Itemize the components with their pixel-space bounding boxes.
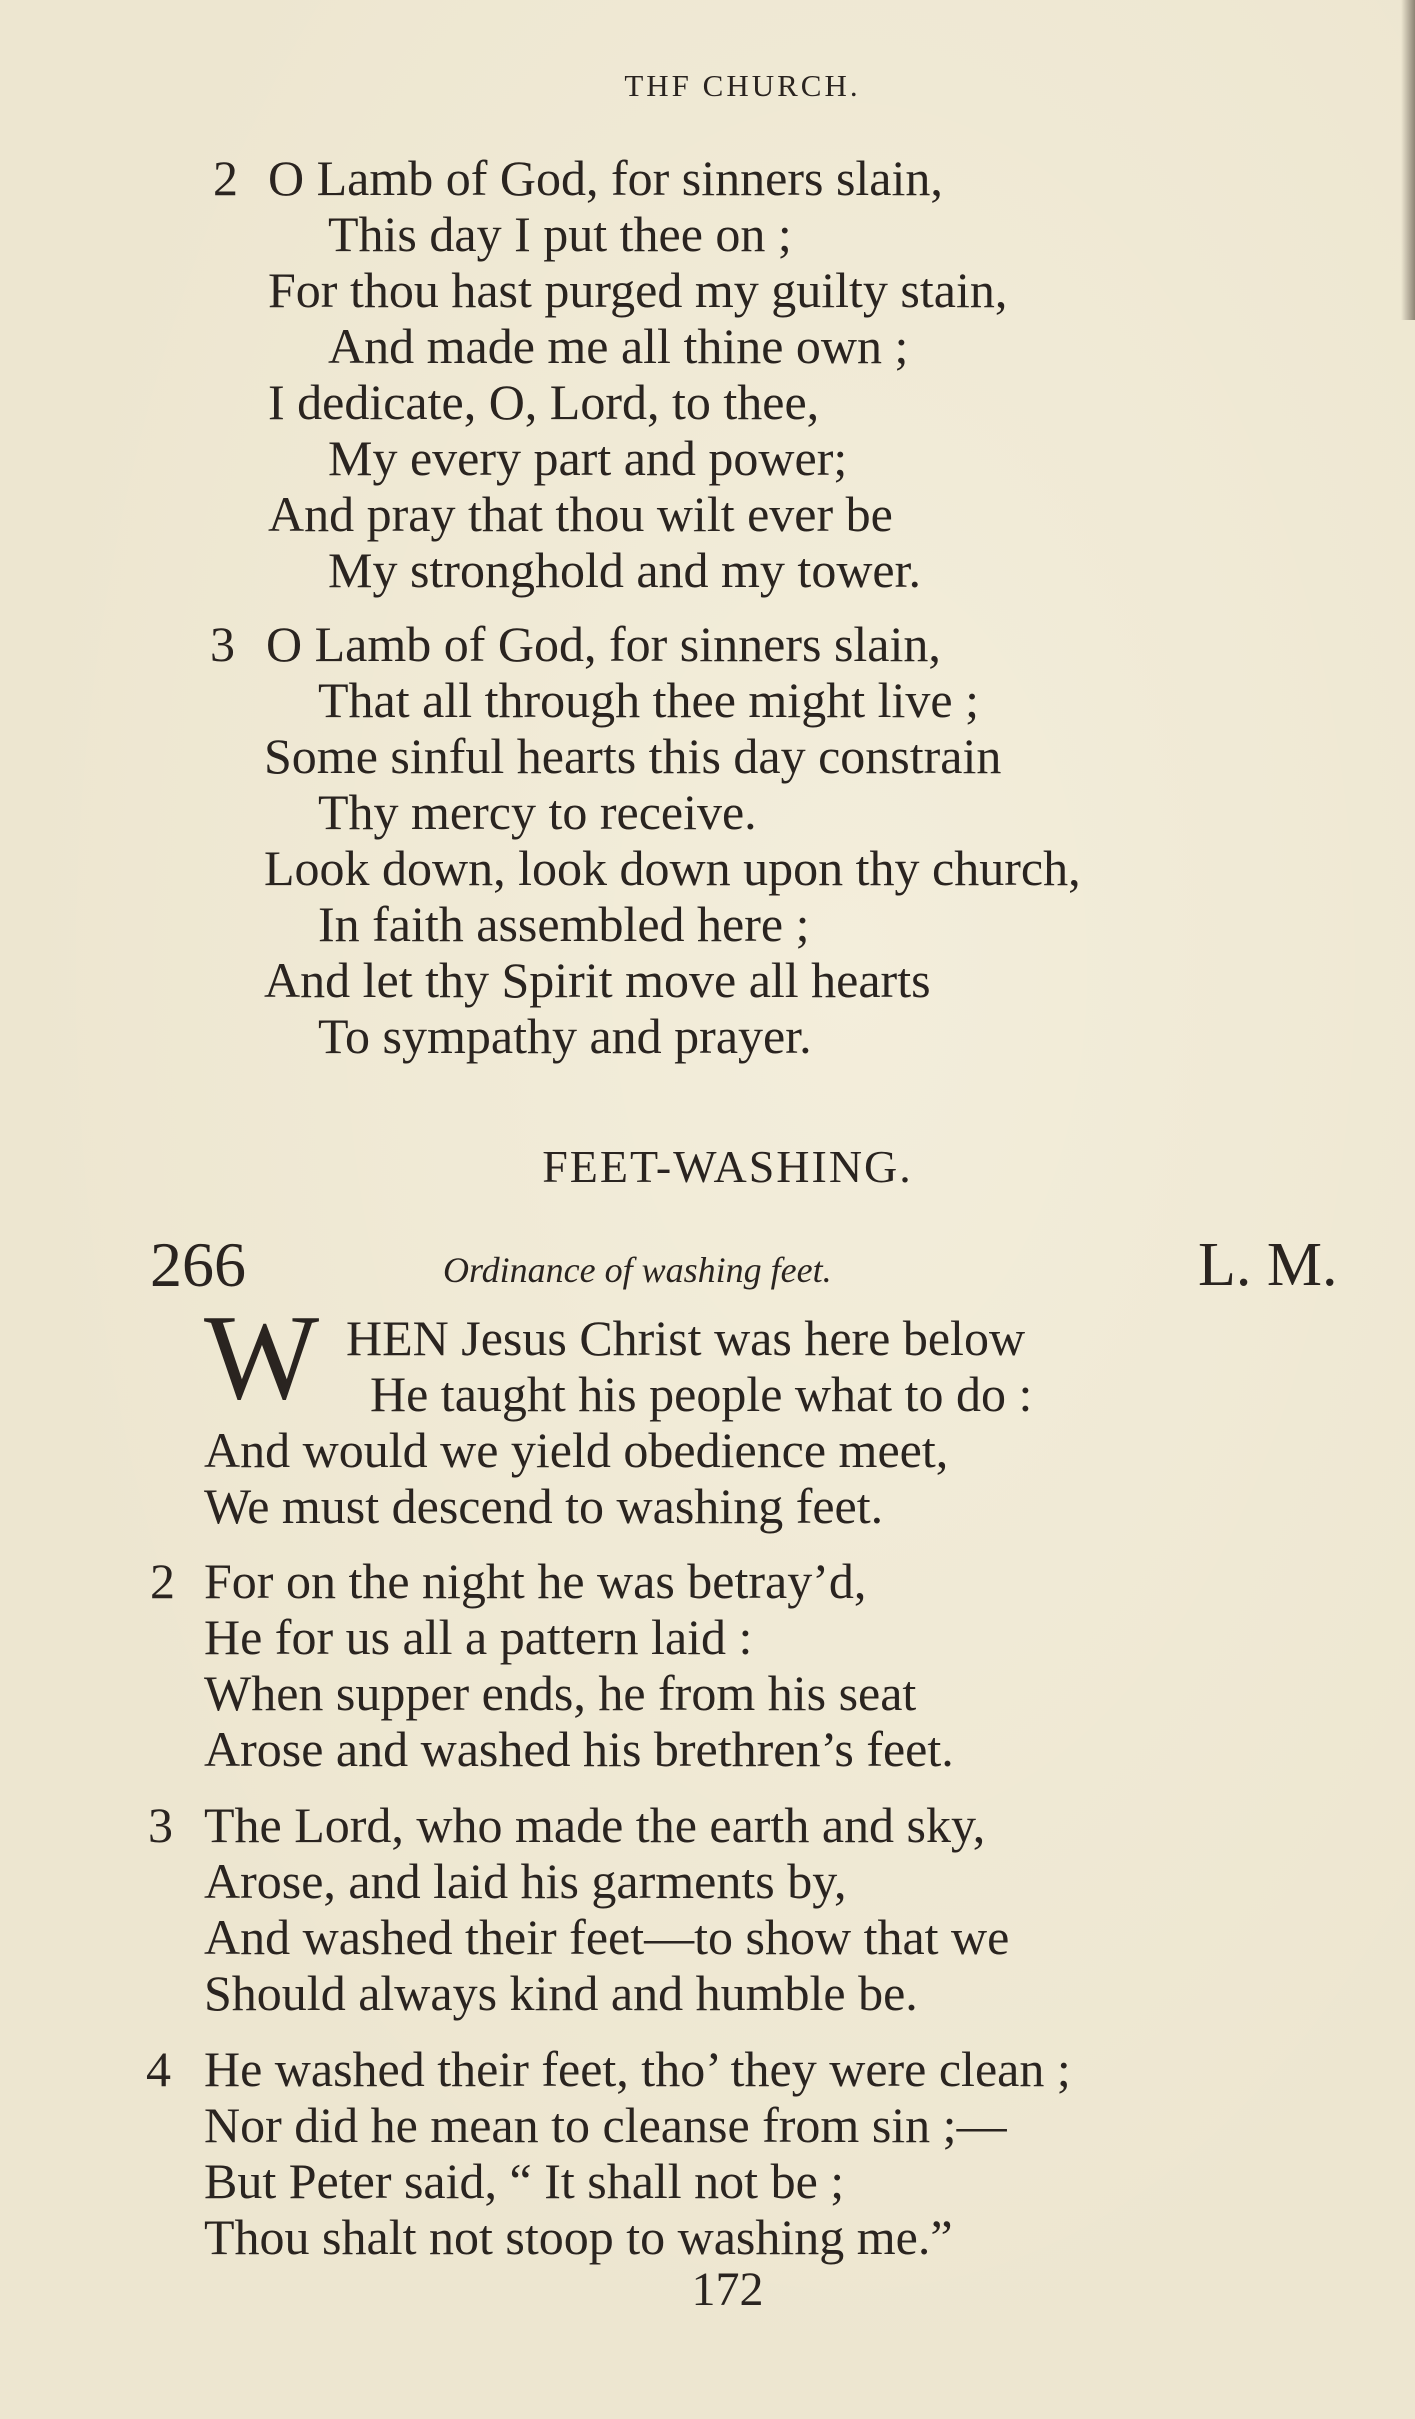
verse-line: O Lamb of God, for sinners slain, xyxy=(268,150,943,206)
hymn-subtitle: Ordinance of washing feet. xyxy=(443,1250,832,1290)
verse-line: Arose and washed his brethren’s feet. xyxy=(204,1721,954,1777)
verse-line: O Lamb of God, for sinners slain, xyxy=(266,616,941,672)
verse-line: For on the night he was betray’d, xyxy=(204,1553,867,1609)
stanza-number: 4 xyxy=(146,2041,171,2097)
verse-line: And pray that thou wilt ever be xyxy=(268,486,893,542)
hymn-number: 266 xyxy=(150,1229,246,1300)
running-head: THF CHURCH. xyxy=(624,68,861,103)
verse-line: My every part and power; xyxy=(328,430,848,486)
verse-line: Thy mercy to receive. xyxy=(318,784,757,840)
section-title: FEET-WASHING. xyxy=(542,1141,913,1192)
verse-line: He for us all a pattern laid : xyxy=(204,1609,753,1665)
verse-line: In faith assembled here ; xyxy=(318,896,810,952)
stanza-number: 2 xyxy=(150,1553,175,1609)
verse-line: Should always kind and humble be. xyxy=(204,1965,918,2021)
verse-line: And washed their feet—to show that we xyxy=(204,1909,1010,1965)
verse-line: Nor did he mean to cleanse from sin ;— xyxy=(204,2097,1007,2153)
verse-line: To sympathy and prayer. xyxy=(318,1008,812,1064)
verse-line: Some sinful hearts this day constrain xyxy=(264,728,1002,784)
hymn-meter: L. M. xyxy=(1198,1231,1338,1299)
verse-line: And would we yield obedience meet, xyxy=(204,1422,949,1478)
verse-line: But Peter said, “ It shall not be ; xyxy=(204,2153,845,2209)
verse-line: He washed their feet, tho’ they were clean ; xyxy=(204,2041,1071,2097)
drop-cap: W xyxy=(204,1290,320,1425)
stanza-number: 3 xyxy=(148,1797,173,1853)
verse-line: And let thy Spirit move all hearts xyxy=(264,952,931,1008)
verse-line: He taught his people what to do : xyxy=(370,1366,1033,1422)
verse-line: For thou hast purged my guilty stain, xyxy=(268,262,1008,318)
stanza-number: 2 xyxy=(213,150,238,206)
stanza-number: 3 xyxy=(210,616,235,672)
page-edge-shadow xyxy=(1401,0,1415,320)
verse-line: Thou shalt not stoop to washing me.” xyxy=(204,2209,953,2265)
verse-line: That all through thee might live ; xyxy=(318,672,979,728)
verse-line: We must descend to washing feet. xyxy=(204,1478,884,1534)
verse-line: And made me all thine own ; xyxy=(328,318,909,374)
verse-line: When supper ends, he from his seat xyxy=(204,1665,917,1721)
verse-line: This day I put thee on ; xyxy=(328,206,792,262)
verse-line: HEN Jesus Christ was here below xyxy=(346,1310,1026,1366)
page-number: 172 xyxy=(691,2263,764,2316)
verse-line: The Lord, who made the earth and sky, xyxy=(204,1797,986,1853)
verse-line: My stronghold and my tower. xyxy=(328,542,922,598)
verse-line: Arose, and laid his garments by, xyxy=(204,1853,847,1909)
verse-line: I dedicate, O, Lord, to thee, xyxy=(268,374,820,430)
verse-line: Look down, look down upon thy church, xyxy=(264,840,1081,896)
